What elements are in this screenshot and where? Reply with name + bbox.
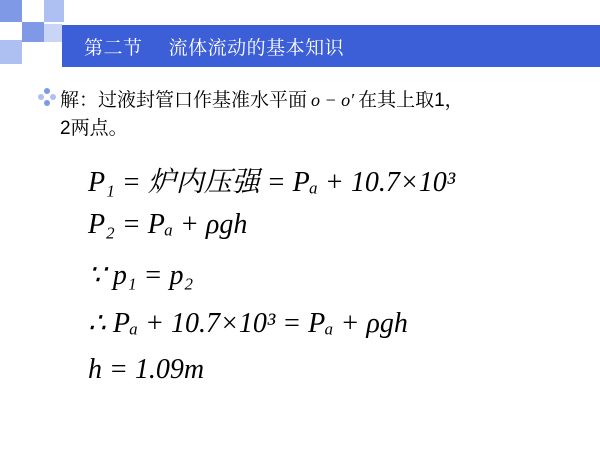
solution-suffix: 在其上取1，: [358, 90, 464, 111]
corner-decoration-square: [22, 22, 44, 42]
corner-decoration-square: [44, 0, 64, 22]
corner-decoration-square: [0, 40, 22, 64]
corner-decoration-square: [44, 24, 62, 42]
solution-text-line: [60, 85, 464, 112]
equation-4: ∴ Pₐ + 10.7×10³ = Pₐ + ρgh: [88, 308, 408, 339]
equation-5: h = 1.09m: [88, 354, 205, 385]
equation-1: P₁ = 炉内压强 = Pₐ + 10.7×10³: [88, 167, 456, 198]
equation-3: ∵ p₁ = p₂: [88, 260, 194, 291]
equation-2: P₂ = Pₐ + ρgh: [88, 209, 248, 240]
solution-prefix: 解：过液封管口作基准水平面: [60, 90, 308, 111]
reference-plane-formula: o − o′: [311, 90, 355, 110]
solution-text-line-2: 2两点。: [60, 118, 128, 139]
page-title: 第二节 流体流动的基本知识: [84, 37, 345, 59]
corner-decoration-square: [0, 0, 22, 22]
diamond-bullet-icon: [38, 88, 56, 106]
